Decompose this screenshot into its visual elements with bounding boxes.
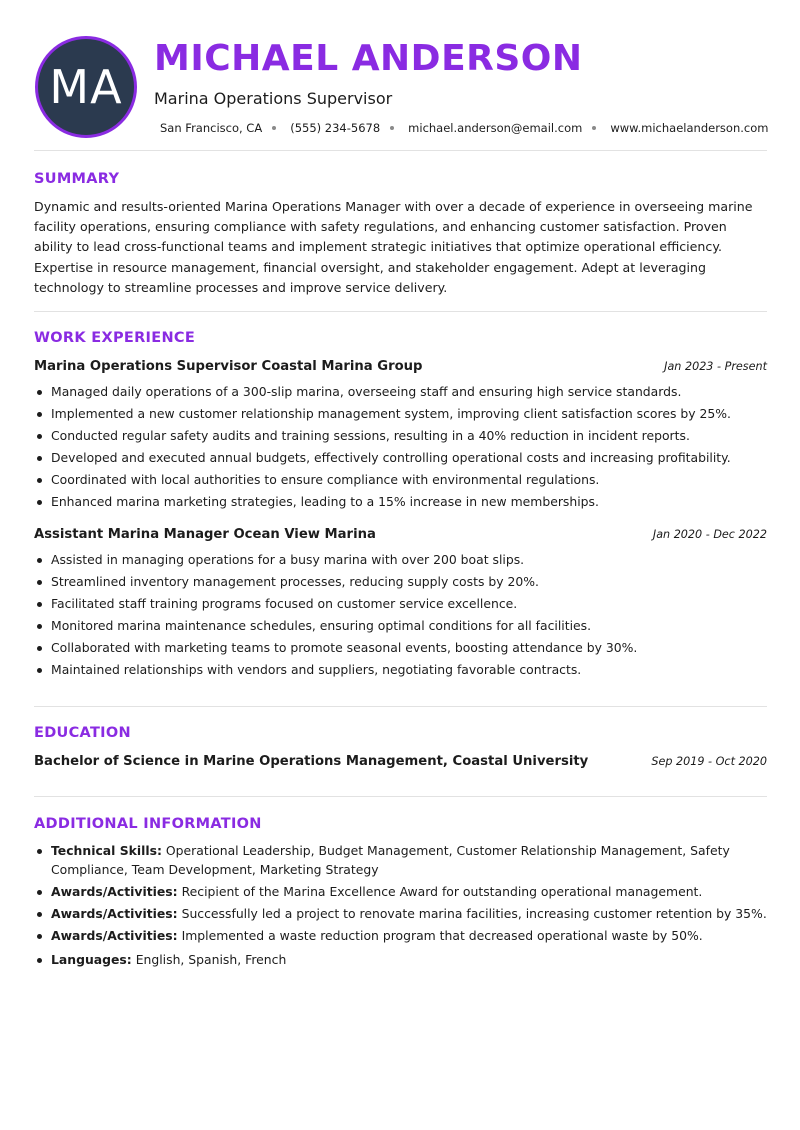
item-label: Awards/Activities: <box>51 906 178 921</box>
item-text: Successfully led a project to renovate marina facilities, increasing customer retention by 35%. <box>181 906 767 921</box>
job-date: Jan 2023 - Present <box>664 360 767 373</box>
item-text: Operational Leadership, Budget Management, Customer Relationship Management, Safety Compliance, Team Development, Marketing Strategy <box>51 843 730 877</box>
avatar <box>35 36 137 138</box>
divider <box>34 706 767 707</box>
separator-dot <box>592 126 596 130</box>
avatar-initials: MA <box>49 60 123 114</box>
education-entry <box>34 754 767 769</box>
item-text: English, Spanish, French <box>135 952 287 967</box>
experience-heading: WORK EXPERIENCE <box>34 330 196 346</box>
additional-list <box>34 841 769 972</box>
list-item: Streamlined inventory management processes, reducing supply costs by 20%. <box>34 574 769 589</box>
list-item <box>34 882 769 901</box>
job-bullets <box>34 552 769 685</box>
list-item: Facilitated staff training programs focused on customer service excellence. <box>34 596 769 611</box>
separator-dot <box>272 126 276 130</box>
item-text: Recipient of the Marina Excellence Award for outstanding operational management. <box>181 884 703 899</box>
divider <box>34 311 767 312</box>
contact-line <box>160 121 768 135</box>
additional-heading: ADDITIONAL INFORMATION <box>34 816 262 832</box>
item-text: Implemented a waste reduction program that decreased operational waste by 50%. <box>181 928 703 943</box>
education-degree: Bachelor of Science in Marine Operations Management, Coastal University <box>34 754 589 769</box>
item-label: Awards/Activities: <box>51 928 178 943</box>
contact-phone: (555) 234-5678 <box>290 121 381 135</box>
list-item: Conducted regular safety audits and training sessions, resulting in a 40% reduction in incident reports. <box>34 428 769 443</box>
list-item <box>34 841 769 879</box>
separator-dot <box>390 126 394 130</box>
list-item: Managed daily operations of a 300-slip marina, overseeing staff and ensuring high service standards. <box>34 384 769 399</box>
list-item: Maintained relationships with vendors and suppliers, negotiating favorable contracts. <box>34 662 769 677</box>
list-item: Developed and executed annual budgets, effectively controlling operational costs and increasing profitability. <box>34 450 769 465</box>
job-date: Jan 2020 - Dec 2022 <box>652 528 767 541</box>
contact-location: San Francisco, CA <box>160 121 263 135</box>
list-item <box>34 950 769 969</box>
list-item: Monitored marina maintenance schedules, ensuring optimal conditions for all facilities. <box>34 618 769 633</box>
candidate-name: MICHAEL ANDERSON <box>154 38 583 79</box>
list-item: Implemented a new customer relationship management system, improving client satisfaction scores by 25%. <box>34 406 769 421</box>
contact-email[interactable]: michael.anderson@email.com <box>408 121 583 135</box>
job-role: Marina Operations Supervisor Coastal Marina Group <box>34 359 423 374</box>
item-label: Technical Skills: <box>51 843 162 858</box>
candidate-title: Marina Operations Supervisor <box>154 89 393 108</box>
list-item: Coordinated with local authorities to ensure compliance with environmental regulations. <box>34 472 769 487</box>
list-item: Enhanced marina marketing strategies, leading to a 15% increase in new memberships. <box>34 494 769 509</box>
job-bullets <box>34 384 769 517</box>
education-heading: EDUCATION <box>34 725 131 741</box>
resume-header <box>0 0 800 150</box>
item-label: Languages: <box>51 952 132 967</box>
job-header <box>34 359 767 374</box>
contact-website[interactable]: www.michaelanderson.com <box>610 121 769 135</box>
list-item: Assisted in managing operations for a busy marina with over 200 boat slips. <box>34 552 769 567</box>
divider <box>34 796 767 797</box>
item-label: Awards/Activities: <box>51 884 178 899</box>
list-item <box>34 926 769 945</box>
job-header <box>34 527 767 542</box>
divider <box>34 150 767 151</box>
summary-text: Dynamic and results-oriented Marina Operations Manager with over a decade of experience in overseeing marine facility operations, ensuring compliance with safety regulations, and enhancing customer satisfaction. Proven ability to lead cross-functional teams and implement strategic initiatives that optimize operational efficiency. Expertise in resource management, financial oversight, and stakeholder engagement. Adept at leveraging technology to streamline processes and improve service delivery. <box>34 199 753 295</box>
list-item <box>34 904 769 923</box>
summary-heading: SUMMARY <box>34 171 120 187</box>
job-role: Assistant Marina Manager Ocean View Marina <box>34 527 376 542</box>
list-item: Collaborated with marketing teams to promote seasonal events, boosting attendance by 30%. <box>34 640 769 655</box>
education-date: Sep 2019 - Oct 2020 <box>651 755 767 768</box>
